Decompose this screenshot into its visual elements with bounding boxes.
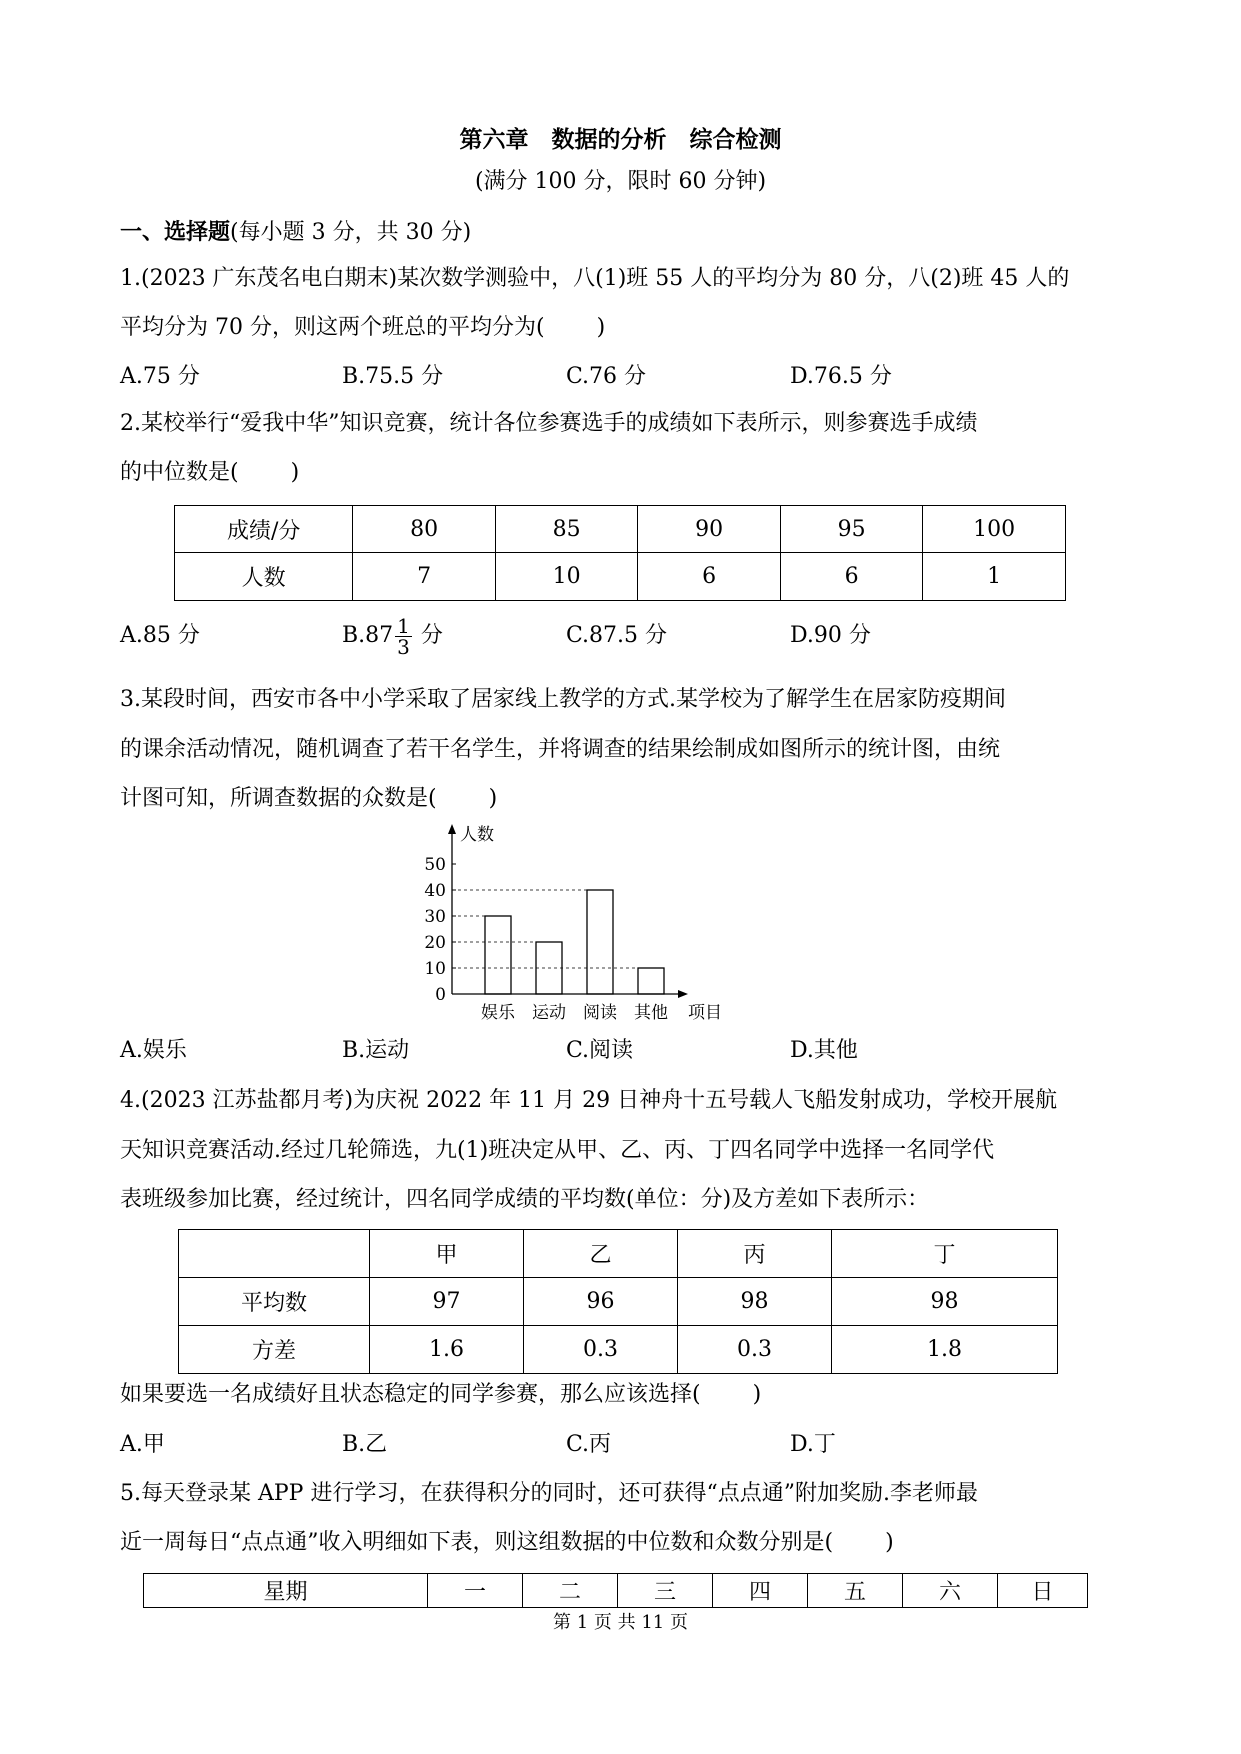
x-axis-title: 项目: [688, 1003, 722, 1023]
q3-paren-close: ): [488, 786, 498, 811]
q2-paren-close: ): [290, 460, 300, 485]
q2-option-d: D.90 分: [790, 623, 871, 648]
fraction-denominator: 3: [397, 634, 410, 659]
q2-score-table: [174, 505, 1066, 601]
q3-stem-end: 计图可知，所调查数据的众数是(: [120, 786, 437, 811]
q1-line2: [120, 313, 605, 343]
x-tick-label: 其他: [634, 1003, 668, 1023]
table-cell: 日: [998, 1574, 1088, 1608]
table-row: [179, 1326, 1058, 1374]
y-tick-label: 30: [424, 907, 446, 927]
section-heading: [120, 217, 471, 248]
table-cell: 98: [678, 1278, 832, 1326]
q1-option-a: A.75 分: [120, 364, 200, 389]
q4-option-b: B.乙: [342, 1432, 388, 1457]
table-cell: 甲: [370, 1230, 524, 1278]
q3-option-d: D.其他: [790, 1038, 858, 1063]
q3-line3: [120, 784, 497, 814]
table-cell: 6: [638, 553, 781, 601]
table-cell: 星期: [144, 1574, 428, 1608]
table-cell: 五: [808, 1574, 903, 1608]
q2-stem-end: 的中位数是(: [120, 460, 239, 485]
table-row: [179, 1230, 1058, 1278]
q3-line2: 的课余活动情况，随机调查了若干名学生，并将调查的结果绘制成如图所示的统计图，由统: [120, 737, 1001, 762]
q4-stem-end: 如果要选一名成绩好且状态稳定的同学参赛，那么应该选择(: [120, 1382, 701, 1407]
q3-option-b: B.运动: [342, 1038, 410, 1063]
table-cell: 10: [495, 553, 638, 601]
q1-stem-end: 平均分为 70 分，则这两个班总的平均分为(: [120, 315, 545, 340]
table-cell: 人数: [175, 553, 353, 601]
x-tick-label: 运动: [532, 1003, 566, 1023]
table-cell: 7: [353, 553, 496, 601]
table-cell: 1: [923, 553, 1066, 601]
table-cell: 95: [780, 506, 923, 553]
section-note: (每小题 3 分，共 30 分): [230, 220, 472, 245]
table-cell: 一: [428, 1574, 523, 1608]
q1-option-b: B.75.5 分: [342, 364, 444, 389]
q1-paren-close: ): [596, 315, 606, 340]
table-cell: 平均数: [179, 1278, 370, 1326]
y-tick-label: 50: [424, 855, 446, 875]
activity-bar-chart: [420, 820, 780, 1030]
q4-option-c: C.丙: [566, 1432, 612, 1457]
table-cell: 96: [524, 1278, 678, 1326]
table-cell: 1.6: [370, 1326, 524, 1374]
q5-paren-close: ): [885, 1530, 894, 1555]
q3-line1: 3.某段时间，西安市各中小学采取了居家线上教学的方式.某学校为了解学生在居家防疫期间: [120, 687, 1006, 712]
y-tick-label: 20: [424, 933, 446, 953]
section-title: 一、选择题: [120, 219, 231, 245]
q4-line1: 4.(2023 江苏盐都月考)为庆祝 2022 年 11 月 29 日神舟十五号载人飞船发射成功，学校开展航: [120, 1088, 1058, 1113]
q2-option-b-suffix: 分: [420, 623, 443, 648]
table-row: [144, 1574, 1088, 1608]
table-cell: 6: [780, 553, 923, 601]
table-cell: [179, 1230, 370, 1278]
fraction-numerator: 1: [397, 613, 410, 638]
table-cell: 丙: [678, 1230, 832, 1278]
q3-option-a: A.娱乐: [120, 1038, 187, 1063]
q1-option-d: D.76.5 分: [790, 364, 892, 389]
q5-line1: 5.每天登录某 APP 进行学习，在获得积分的同时，还可获得“点点通”附加奖励.李老师最: [120, 1481, 978, 1506]
q2-option-a: A.85 分: [120, 623, 200, 648]
x-tick-label: 阅读: [583, 1003, 617, 1023]
q4-option-d: D.丁: [790, 1432, 836, 1457]
table-row: [175, 506, 1066, 553]
y-tick-label: 40: [424, 881, 446, 901]
table-row: [175, 553, 1066, 601]
table-cell: 六: [903, 1574, 998, 1608]
table-cell: 80: [353, 506, 496, 553]
x-axis-arrow: [678, 990, 688, 998]
q1-option-c: C.76 分: [566, 364, 647, 389]
table-cell: 二: [523, 1574, 618, 1608]
q2-line2: [120, 458, 299, 488]
y-axis-title: 人数: [460, 825, 494, 845]
q5-line2: [120, 1528, 894, 1558]
table-cell: 三: [618, 1574, 713, 1608]
table-cell: 0.3: [524, 1326, 678, 1374]
q2-option-c: C.87.5 分: [566, 623, 668, 648]
q4-paren-close: ): [752, 1382, 762, 1407]
table-cell: 成绩/分: [175, 506, 353, 553]
table-row: [179, 1278, 1058, 1326]
q4-line4: [120, 1380, 761, 1410]
page-footer: 第 1 页 共 11 页: [553, 1612, 688, 1633]
x-tick-label: 娱乐: [481, 1003, 515, 1023]
q1-line1: 1.(2023 广东茂名电白期末)某次数学测验中，八(1)班 55 人的平均分为 80 分，八(2)班 45 人的: [120, 266, 1070, 291]
q3-option-c: C.阅读: [566, 1038, 634, 1063]
table-cell: 100: [923, 506, 1066, 553]
bar-3: [587, 890, 613, 994]
q2-option-b-prefix: B.87: [342, 623, 394, 648]
table-cell: 98: [832, 1278, 1058, 1326]
q2-line1: 2.某校举行“爱我中华”知识竞赛，统计各位参赛选手的成绩如下表所示，则参赛选手成绩: [120, 411, 978, 436]
table-cell: 乙: [524, 1230, 678, 1278]
q2-option-b: [342, 609, 443, 663]
y-axis-arrow: [448, 824, 456, 834]
table-cell: 85: [495, 506, 638, 553]
q4-line3: 表班级参加比赛，经过统计，四名同学成绩的平均数(单位：分)及方差如下表所示：: [120, 1187, 930, 1212]
y-tick-label: 0: [435, 985, 446, 1005]
table-cell: 四: [713, 1574, 808, 1608]
q4-option-a: A.甲: [120, 1432, 165, 1457]
table-cell: 0.3: [678, 1326, 832, 1374]
page-title: 第六章 数据的分析 综合检测: [459, 126, 782, 153]
fraction: [395, 613, 412, 659]
table-cell: 方差: [179, 1326, 370, 1374]
table-cell: 90: [638, 506, 781, 553]
page-subtitle: (满分 100 分，限时 60 分钟): [474, 169, 767, 194]
bar-4: [638, 968, 664, 994]
table-cell: 97: [370, 1278, 524, 1326]
q4-mean-variance-table: [178, 1229, 1058, 1374]
table-cell: 丁: [832, 1230, 1058, 1278]
q5-income-table: [143, 1573, 1088, 1608]
table-cell: 1.8: [832, 1326, 1058, 1374]
q5-stem-end: 近一周每日“点点通”收入明细如下表，则这组数据的中位数和众数分别是(: [120, 1530, 834, 1555]
bar-1: [485, 916, 511, 994]
y-tick-label: 10: [424, 959, 446, 979]
q4-line2: 天知识竞赛活动.经过几轮筛选，九(1)班决定从甲、乙、丙、丁四名同学中选择一名同学代: [120, 1138, 995, 1163]
